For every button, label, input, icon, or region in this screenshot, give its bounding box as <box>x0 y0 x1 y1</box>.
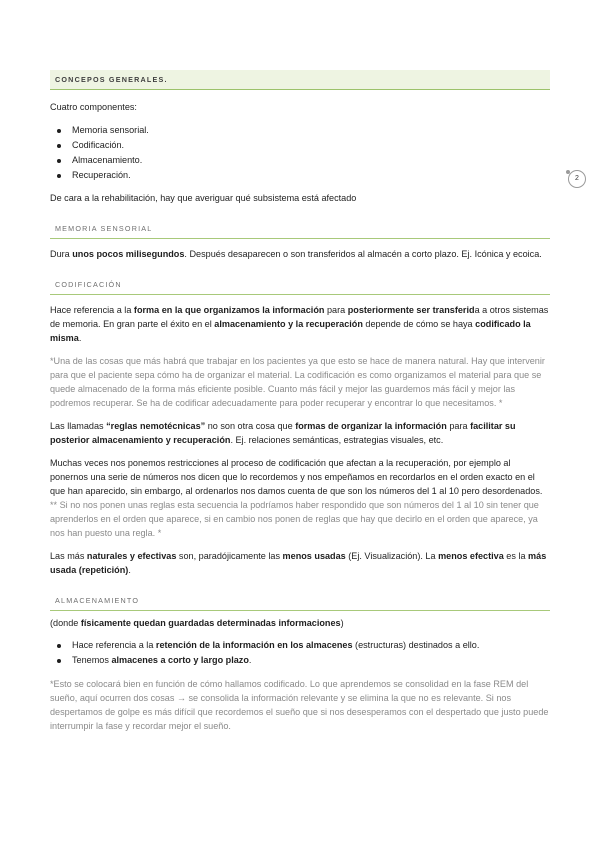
section-heading-almacenamiento: ALMACENAMIENTO <box>50 591 550 611</box>
section-heading-memoria: MEMORIA SENSORIAL <box>50 219 550 239</box>
list-item: Almacenamiento. <box>50 153 550 168</box>
efectivas-paragraph: Las más naturales y efectivas son, paradójicamente las menos usadas (Ej. Visualización). La menos efectiva es la más usada (repetición). <box>50 551 547 575</box>
section-heading-conceptos: CONCEPOS GENERALES. <box>50 70 550 90</box>
almacenamiento-list <box>50 638 550 668</box>
almacenamiento-note: *Esto se colocará bien en función de cómo hallamos codificado. Lo que aprendemos se consolidad en la fase REM del sueño, aquí ocurren dos cosas → se consolida la información relevante y se elimina la que no es relevante. Si nos despertamos de golpe es más difícil que recordemos el sueño que si nos desesperamos con el despertado que justo puede interrumpir la fase y recordar mejor el sueño. <box>50 679 549 731</box>
list-item: Codificación. <box>50 138 550 153</box>
intro-text: Cuatro componentes: <box>50 102 137 112</box>
document-page <box>50 70 550 733</box>
almacenamiento-subtitle: (donde físicamente quedan guardadas determinadas informaciones) <box>50 618 344 628</box>
reglas-paragraph: Las llamadas “reglas nemotécnicas” no son otra cosa que formas de organizar la información para facilitar su posterior almacenamiento y recuperación. Ej. relaciones semánticas, estrategias visuales, etc. <box>50 421 516 445</box>
restricciones-paragraph: Muchas veces nos ponemos restricciones al proceso de codificación que afectan a la recuperación, por ejemplo al ponernos una serie de números nos dicen que lo recordemos y nos empeñamos en recordarlos en el orden exacto en el que han aparecido, sin embargo, al ordenarlos nos damos cuenta de que son los números del 1 al 10 pero desordenados. ** Si no nos ponen unas reglas esta secuencia la podríamos haber respondido que son números del 1 al 10 sin tener que aprenderlos en el orden que aparece, si en cambio nos ponen de reglas que hay que decirlo en el orden que aparece, ya nos han puesto una regla. * <box>50 458 543 538</box>
codificacion-paragraph: Hace referencia a la forma en la que organizamos la información para posteriormente ser transferida a otros sistemas de memoria. En gran parte el éxito en el almacenamiento y la recuperación depende de cómo se haya codificado la misma. <box>50 305 549 343</box>
components-list <box>50 123 550 183</box>
sensorial-paragraph: Dura unos pocos milisegundos. Después desaparecen o son transferidos al almacén a corto plazo. Ej. Icónica y ecoica. <box>50 249 542 259</box>
codificacion-note: *Una de las cosas que más habrá que trabajar en los pacientes ya que esto se hace de manera natural. Hay que intervenir para que el paciente sepa cómo ha de organizar el material. La codificación es como organizamos el material para que se quede almacenado de la forma más eficiente posible. Cuanto más fácil y mejor las guardemos más fácil y mejor las podremos recuperar. Se ha de codificar adecuadamente para poder recuperar y encontrar lo que necesitamos. * <box>50 356 545 408</box>
list-item: Memoria sensorial. <box>50 123 550 138</box>
page-number-badge: 2 <box>568 170 586 188</box>
rehab-text: De cara a la rehabilitación, hay que averiguar qué subsistema está afectado <box>50 193 357 203</box>
list-item: Recuperación. <box>50 168 550 183</box>
section-heading-codificacion: CODIFICACIÓN <box>50 275 550 295</box>
list-item: Hace referencia a la retención de la información en los almacenes (estructuras) destinados a ello. <box>50 638 550 653</box>
list-item: Tenemos almacenes a corto y largo plazo. <box>50 653 550 668</box>
